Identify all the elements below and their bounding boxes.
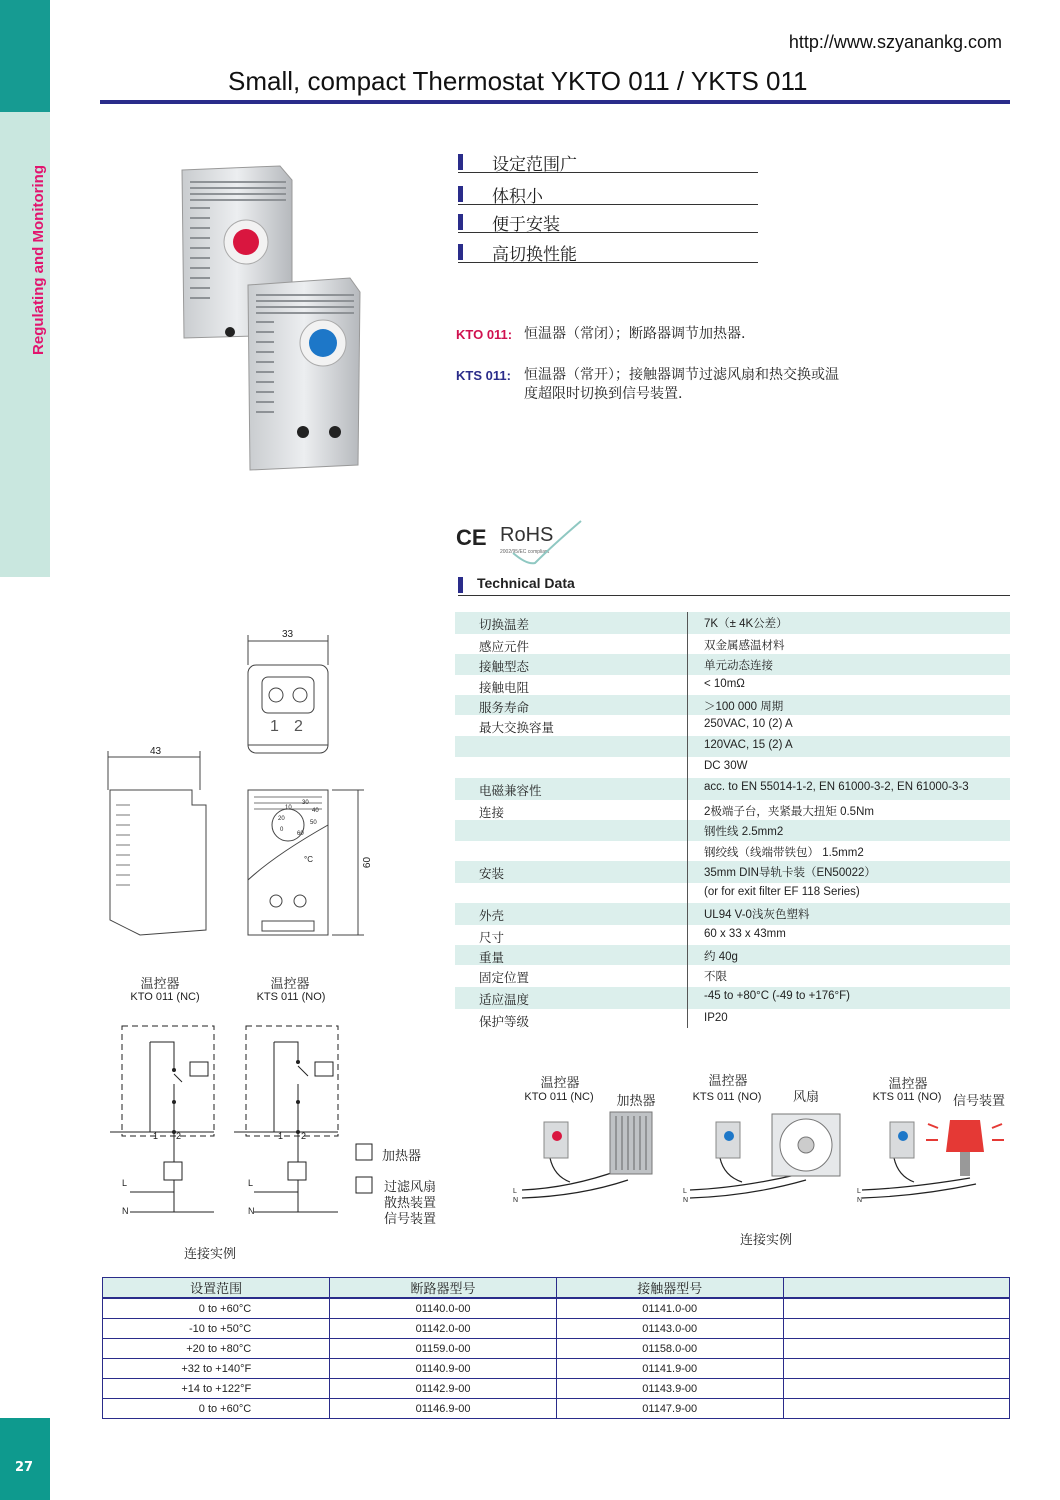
example3-model: KTS 011 (NO) bbox=[872, 1091, 942, 1103]
ce-mark-icon: CE bbox=[456, 525, 487, 550]
dial-tick-30: 30 bbox=[302, 800, 309, 806]
technical-data-divider bbox=[687, 612, 688, 1028]
ex3-L: L bbox=[857, 1188, 861, 1195]
dial-unit-label: °C bbox=[304, 855, 313, 864]
tech-data-value: acc. to EN 55014-1-2, EN 61000-3-2, EN 61000-3-3 bbox=[704, 781, 969, 793]
col-contactor-model: 接触器型号 bbox=[556, 1278, 783, 1299]
tech-data-value: 7K（± 4K公差） bbox=[704, 618, 788, 630]
col-breaker-model: 断路器型号 bbox=[330, 1278, 557, 1299]
feature-item: 体积小 bbox=[458, 182, 758, 205]
kts-description-line1: 恒温器（常开）；接触器调节过滤风扇和热交换或温 bbox=[524, 367, 839, 383]
tech-data-value: 120VAC, 15 (2) A bbox=[704, 739, 793, 751]
tech-data-row bbox=[455, 736, 1010, 757]
kts-t1: 1 bbox=[278, 1131, 284, 1141]
tech-data-value: 双金属感温材料 bbox=[704, 640, 785, 652]
order-table bbox=[102, 1277, 1010, 1419]
ex3-N: N bbox=[857, 1197, 863, 1204]
tech-data-key: 安装 bbox=[479, 866, 505, 881]
order-cell: 01159.0-00 bbox=[330, 1339, 557, 1359]
connection-examples-illustration bbox=[510, 1110, 1010, 1210]
tech-data-key: 适应温度 bbox=[479, 992, 530, 1007]
tech-data-key: 连接 bbox=[479, 805, 505, 820]
tech-data-row bbox=[455, 1009, 1010, 1029]
feature-item: 高切换性能 bbox=[458, 240, 758, 263]
example1-model: KTO 011 (NC) bbox=[524, 1091, 594, 1103]
kts-caption-cn: 温控器 bbox=[270, 977, 310, 992]
tech-data-row bbox=[455, 695, 1010, 715]
rohs-subtext: 2002/95/EC compliant bbox=[500, 549, 550, 555]
technical-data-rule bbox=[458, 595, 1010, 596]
order-cell: 0 to +60°C bbox=[103, 1399, 330, 1419]
kto-caption: KTO 011 (NC) bbox=[130, 991, 200, 1003]
order-cell: +20 to +80°C bbox=[103, 1339, 330, 1359]
tech-data-key: 固定位置 bbox=[479, 970, 530, 985]
legend-signal: 信号装置 bbox=[384, 1212, 437, 1227]
tech-data-key: 最大交换容量 bbox=[479, 720, 555, 735]
order-cell: 01143.9-00 bbox=[556, 1379, 783, 1399]
order-cell: -10 to +50°C bbox=[103, 1319, 330, 1339]
tech-data-value: (or for exit filter EF 118 Series) bbox=[704, 886, 860, 898]
title-rule bbox=[100, 100, 1010, 104]
section-label: Regulating and Monitoring bbox=[30, 165, 47, 355]
tech-data-row bbox=[455, 654, 1010, 675]
dial-tick-10: 10 bbox=[285, 805, 292, 811]
order-cell: 01158.0-00 bbox=[556, 1339, 783, 1359]
kts-label: KTS 011: bbox=[456, 368, 511, 383]
order-cell: 01141.9-00 bbox=[556, 1359, 783, 1379]
ex2-N: N bbox=[683, 1197, 689, 1204]
tech-data-row bbox=[455, 841, 1010, 861]
tech-data-row bbox=[455, 861, 1010, 883]
kto-label: KTO 011: bbox=[456, 327, 513, 342]
tech-data-key: 尺寸 bbox=[479, 930, 505, 945]
red-dial-icon bbox=[233, 229, 259, 255]
order-cell: 01140.9-00 bbox=[330, 1359, 557, 1379]
kts-N: N bbox=[248, 1206, 255, 1216]
tech-data-value: 钢绞线（线端带铁包） 1.5mm2 bbox=[704, 847, 864, 859]
side-band-marker bbox=[0, 0, 50, 112]
example3-device: 信号装置 bbox=[952, 1094, 1005, 1109]
tech-data-value: ＞100 000 周期 bbox=[704, 701, 784, 713]
order-cell bbox=[783, 1319, 1009, 1339]
col-empty bbox=[783, 1278, 1009, 1299]
example1-device: 加热器 bbox=[616, 1094, 656, 1109]
order-cell: 01146.9-00 bbox=[330, 1399, 557, 1419]
blue-dial-icon bbox=[309, 329, 337, 357]
tech-data-row bbox=[455, 820, 1010, 841]
order-row bbox=[103, 1298, 1010, 1319]
order-cell: +32 to +140°F bbox=[103, 1359, 330, 1379]
tech-data-key: 接触型态 bbox=[479, 659, 530, 674]
tech-data-row bbox=[455, 883, 1010, 903]
tech-data-key: 接触电阻 bbox=[479, 680, 530, 695]
order-cell: 01142.0-00 bbox=[330, 1319, 557, 1339]
ex1-N: N bbox=[513, 1197, 519, 1204]
order-cell: 01147.9-00 bbox=[556, 1399, 783, 1419]
dial-tick-60: 60 bbox=[297, 831, 304, 837]
feature-item: 便于安装 bbox=[458, 210, 758, 233]
kto-L: L bbox=[122, 1178, 128, 1188]
dial-tick-50: 50 bbox=[310, 820, 317, 826]
tech-data-value: IP20 bbox=[704, 1012, 728, 1024]
website-url[interactable]: http://www.szyanankg.com bbox=[788, 32, 1002, 52]
ex1-L: L bbox=[513, 1188, 517, 1195]
dial-tick-20: 20 bbox=[278, 816, 285, 822]
feature-item: 设定范围广 bbox=[458, 150, 758, 173]
dim-width-label: 33 bbox=[282, 629, 294, 640]
order-row bbox=[103, 1399, 1010, 1419]
example2-device: 风扇 bbox=[792, 1090, 819, 1105]
page-number: 27 bbox=[15, 1460, 34, 1475]
order-row bbox=[103, 1319, 1010, 1339]
order-cell: 01143.0-00 bbox=[556, 1319, 783, 1339]
tech-data-value: DC 30W bbox=[704, 760, 748, 772]
page-number-box bbox=[0, 1418, 50, 1500]
tech-data-row bbox=[455, 757, 1010, 778]
examples-footer: 连接实例 bbox=[739, 1233, 792, 1248]
tech-data-value: UL94 V-0浅灰色塑料 bbox=[704, 909, 810, 921]
example2-cn: 温控器 bbox=[708, 1074, 748, 1089]
dial-tick-0: 0 bbox=[280, 827, 284, 833]
tech-data-value: 钢性线 2.5mm2 bbox=[704, 826, 784, 838]
tech-data-row bbox=[455, 987, 1010, 1009]
order-row bbox=[103, 1359, 1010, 1379]
example1-cn: 温控器 bbox=[540, 1076, 580, 1091]
tech-data-row bbox=[455, 965, 1010, 987]
dimension-drawing bbox=[100, 625, 390, 945]
tech-data-row bbox=[455, 800, 1010, 820]
order-cell: 01142.9-00 bbox=[330, 1379, 557, 1399]
kts-caption: KTS 011 (NO) bbox=[256, 991, 326, 1003]
kts-unit bbox=[248, 278, 360, 470]
product-photo bbox=[160, 160, 370, 475]
col-setting-range: 设置范围 bbox=[103, 1278, 330, 1299]
tech-data-key: 保护等级 bbox=[479, 1014, 530, 1029]
kto-N: N bbox=[122, 1206, 129, 1216]
kts-t2: 2 bbox=[301, 1131, 307, 1141]
tech-data-row bbox=[455, 903, 1010, 925]
legend-heat-sink: 散热装置 bbox=[384, 1196, 437, 1211]
tech-data-row bbox=[455, 634, 1010, 654]
tech-data-key: 电磁兼容性 bbox=[479, 783, 542, 798]
order-cell: 0 to +60°C bbox=[103, 1298, 330, 1319]
order-table-header bbox=[103, 1278, 1010, 1299]
legend-heater: 加热器 bbox=[382, 1149, 422, 1164]
order-cell bbox=[783, 1399, 1009, 1419]
tech-data-value: 不限 bbox=[704, 971, 727, 983]
order-cell bbox=[783, 1379, 1009, 1399]
example3-cn: 温控器 bbox=[888, 1077, 928, 1092]
ex2-L: L bbox=[683, 1188, 687, 1195]
dim-depth-label: 43 bbox=[150, 746, 162, 757]
order-row bbox=[103, 1379, 1010, 1399]
kts-description-line2: 度超限时切换到信号装置. bbox=[524, 386, 683, 402]
tech-data-value: 60 x 33 x 43mm bbox=[704, 928, 786, 940]
order-cell: 01140.0-00 bbox=[330, 1298, 557, 1319]
tech-data-value: 约 40g bbox=[704, 951, 738, 963]
tech-data-row bbox=[455, 778, 1010, 800]
tech-data-value: 250VAC, 10 (2) A bbox=[704, 718, 793, 730]
kto-t1: 1 bbox=[153, 1131, 159, 1141]
tech-data-value: 单元动态连接 bbox=[704, 660, 773, 672]
kto-t2: 2 bbox=[176, 1131, 182, 1141]
tech-data-value: 35mm DIN导轨卡装（EN50022） bbox=[704, 867, 876, 879]
tech-data-key: 重量 bbox=[479, 950, 505, 965]
dim-height-label: 60 bbox=[362, 856, 374, 869]
order-cell bbox=[783, 1298, 1009, 1319]
page-title: Small, compact Thermostat YKTO 011 / YKTS 011 bbox=[228, 66, 808, 96]
tech-data-value: < 10mΩ bbox=[704, 678, 745, 690]
tech-data-row bbox=[455, 715, 1010, 736]
kto-caption-cn: 温控器 bbox=[140, 977, 180, 992]
order-row bbox=[103, 1339, 1010, 1359]
kts-L: L bbox=[248, 1178, 254, 1188]
tech-data-row bbox=[455, 675, 1010, 695]
rohs-check-icon bbox=[505, 515, 585, 570]
order-cell bbox=[783, 1359, 1009, 1379]
tech-data-value: -45 to +80°C (-49 to +176°F) bbox=[704, 990, 850, 1002]
order-cell: +14 to +122°F bbox=[103, 1379, 330, 1399]
tech-data-key: 感应元件 bbox=[479, 639, 530, 654]
legend-filter-fan: 过滤风扇 bbox=[384, 1180, 437, 1195]
tech-data-row bbox=[455, 925, 1010, 945]
rohs-logo: RoHS bbox=[500, 524, 554, 546]
tech-data-key: 切换温差 bbox=[479, 617, 530, 632]
terminal-1-label: 1 bbox=[270, 718, 279, 735]
wiring-footer: 连接实例 bbox=[183, 1247, 236, 1262]
tech-data-value: 2极端子台，夹紧最大扭矩 0.5Nm bbox=[704, 806, 874, 818]
tech-data-row bbox=[455, 612, 1010, 634]
tech-data-key: 外壳 bbox=[479, 908, 505, 923]
dial-tick-40: 40 bbox=[312, 808, 319, 814]
order-cell: 01141.0-00 bbox=[556, 1298, 783, 1319]
tech-data-row bbox=[455, 945, 1010, 965]
kto-description: 恒温器（常闭）；断路器调节加热器. bbox=[524, 326, 746, 342]
example2-model: KTS 011 (NO) bbox=[692, 1091, 762, 1103]
tech-data-key: 服务寿命 bbox=[479, 700, 530, 715]
terminal-2-label: 2 bbox=[294, 718, 303, 735]
order-cell bbox=[783, 1339, 1009, 1359]
